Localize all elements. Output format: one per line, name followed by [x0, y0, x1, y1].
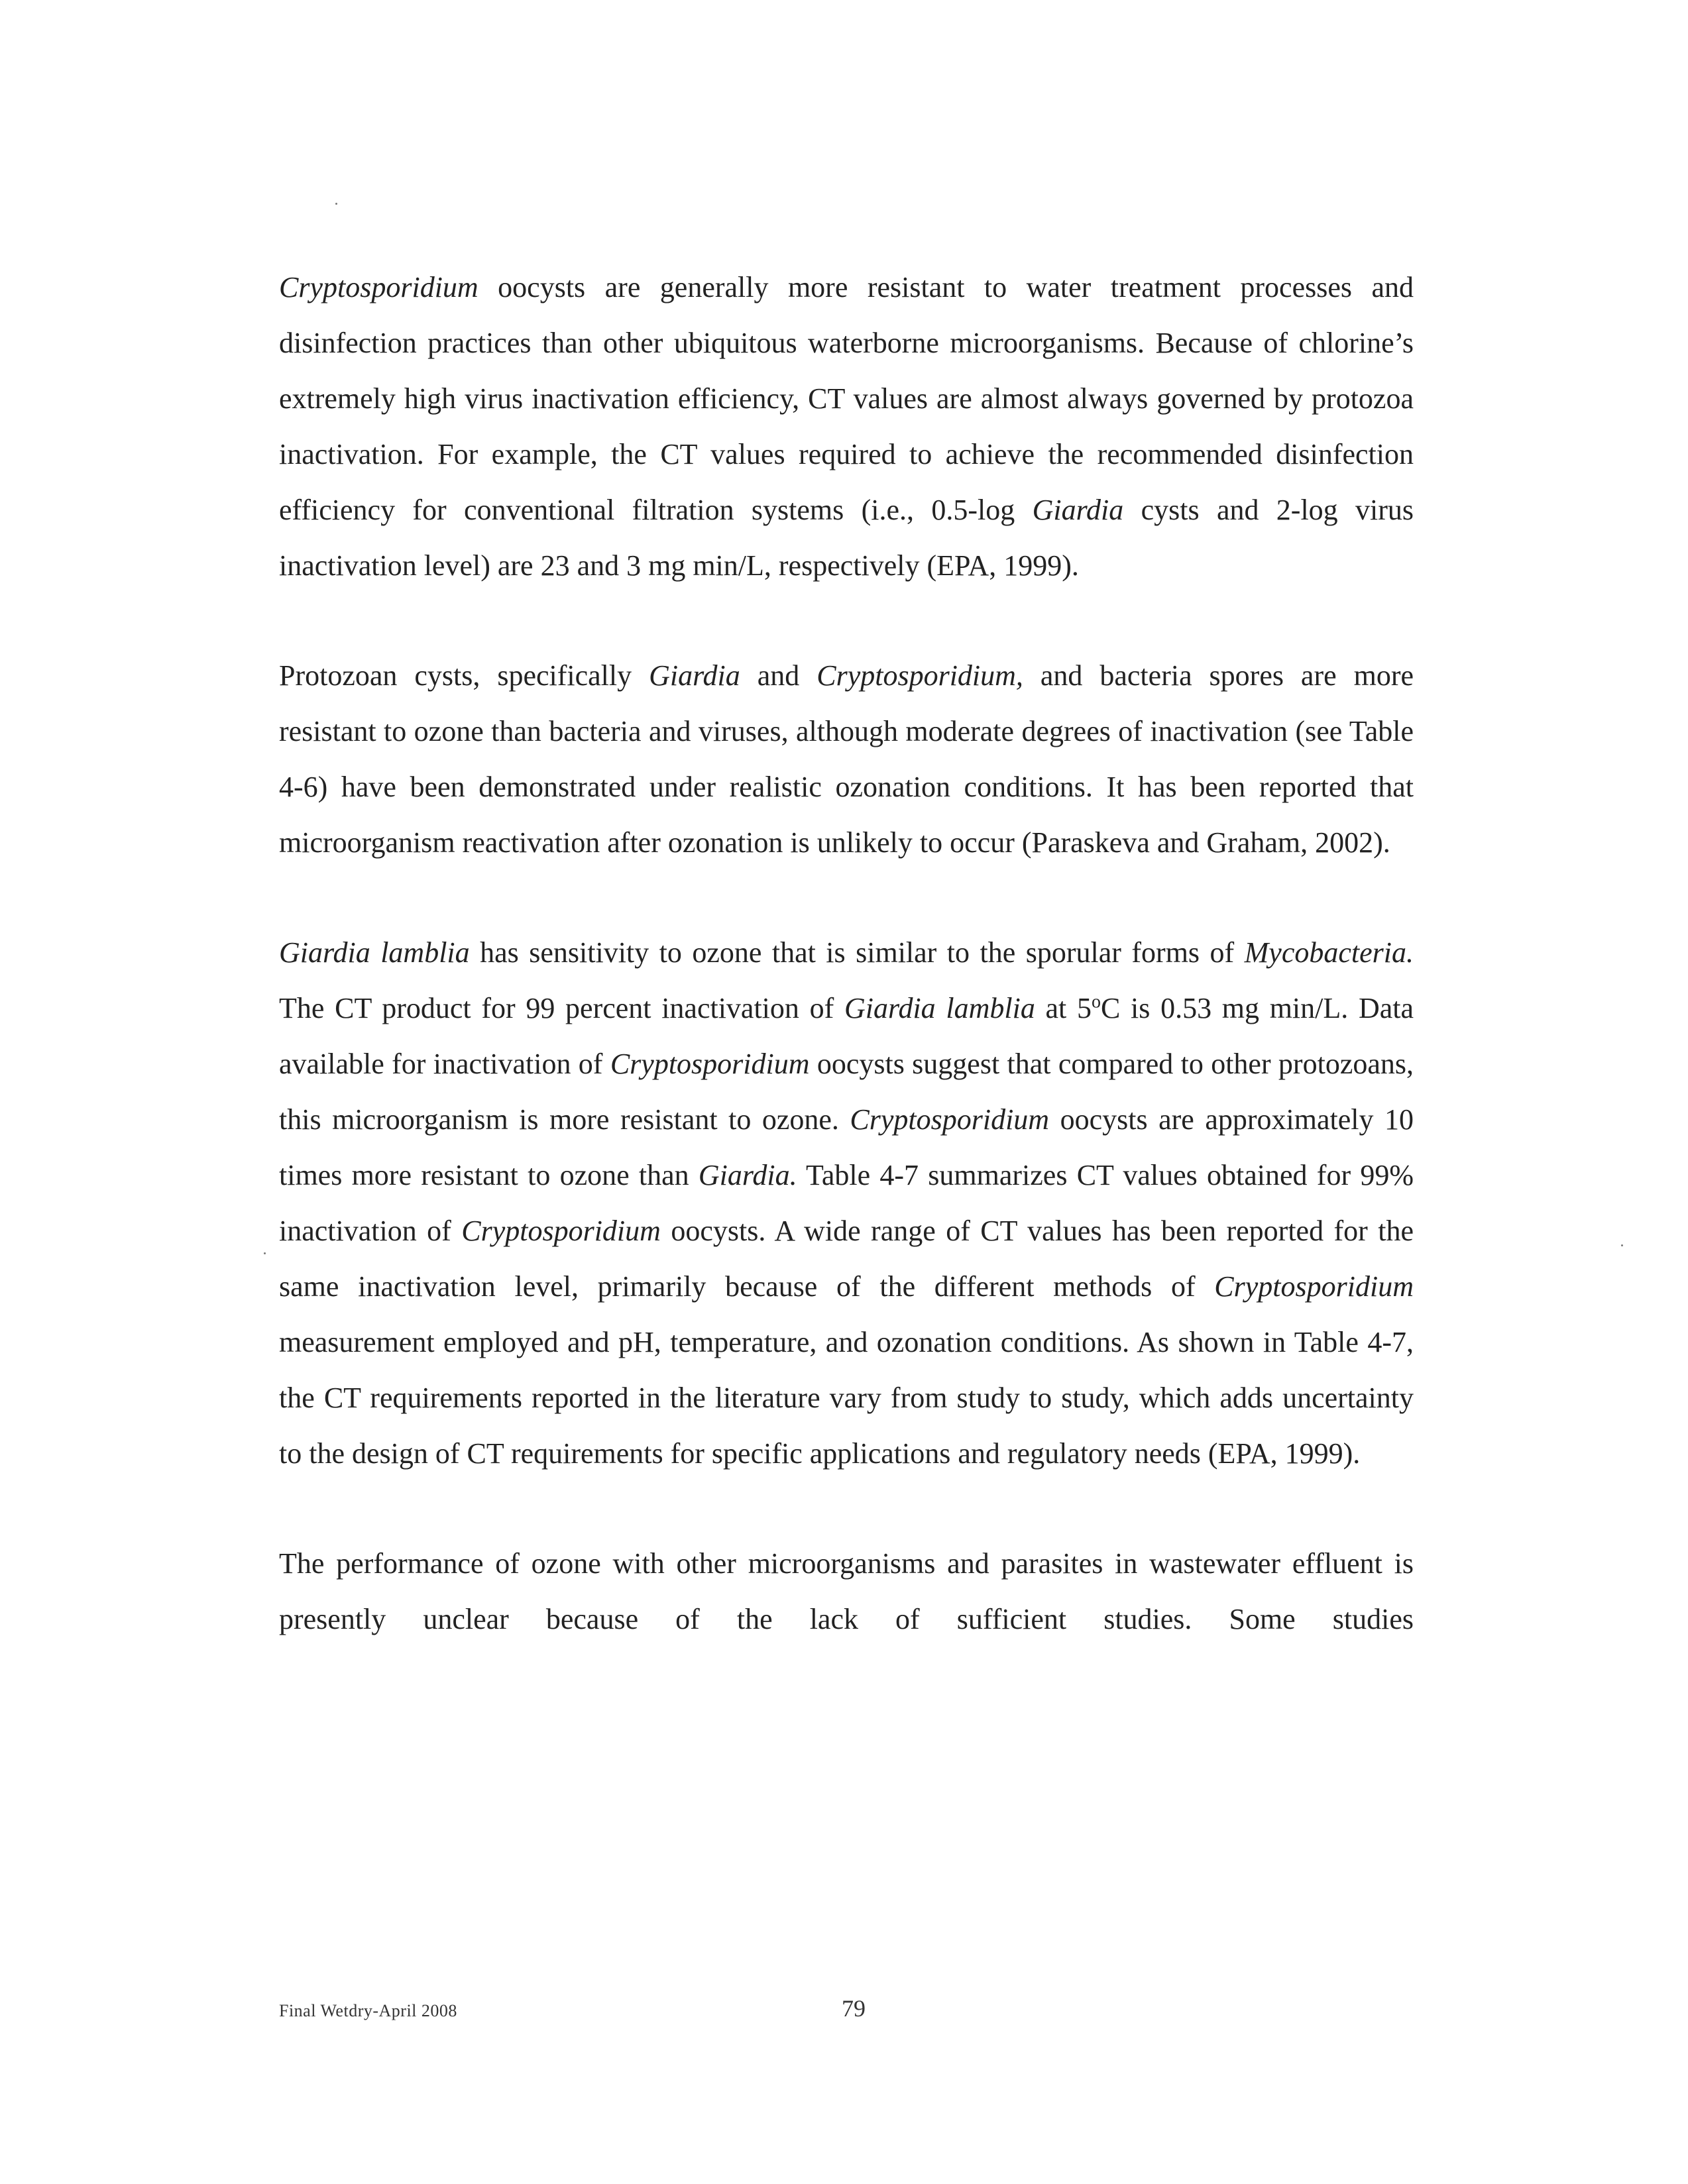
body-text — [279, 260, 1414, 1647]
paragraph — [279, 648, 1414, 871]
paragraph — [279, 260, 1414, 594]
text-run: oocysts are approximately 10 times more resistant to ozone than — [279, 1103, 1414, 1191]
text-run: C is 0.53 mg min/L. Data available for inactivation of — [279, 992, 1414, 1080]
italic-text-run: Cryptosporidium, — [816, 659, 1023, 692]
text-run: measurement employed and pH, temperature, and ozonation conditions. As shown in Table 4-7, the CT requirements reported in the literature vary from study to study, which adds uncertainty to the design of CT requirements for specific applications and regulatory needs (EPA, 1999). — [279, 1326, 1414, 1470]
paragraph — [279, 925, 1414, 1482]
italic-text-run: Cryptosporidium — [279, 271, 478, 303]
italic-text-run: Cryptosporidium — [461, 1215, 661, 1247]
italic-text-run: Giardia — [1032, 494, 1124, 526]
scan-speck — [335, 203, 337, 205]
text-run: oocysts. A wide range of CT values has been reported for the same inactivation level, primarily because of the different methods of — [279, 1215, 1414, 1303]
text-run: and — [740, 659, 817, 692]
italic-text-run: Cryptosporidium — [610, 1048, 810, 1080]
italic-text-run: Cryptosporidium — [1214, 1270, 1414, 1303]
text-run: The CT product for 99 percent inactivation of — [279, 992, 844, 1024]
text-run: at 5 — [1035, 992, 1092, 1024]
paragraph — [279, 1536, 1414, 1647]
italic-text-run: Giardia. — [698, 1159, 797, 1191]
text-run: The performance of ozone with other microorganisms and parasites in wastewater effluent is presently unclear because of the lack of sufficient studies. Some studies — [279, 1547, 1414, 1635]
text-run: oocysts suggest that compared to other protozoans, this microorganism is more resistant to ozone. — [279, 1048, 1414, 1136]
italic-text-run: Giardia lamblia — [844, 992, 1035, 1024]
text-run: has sensitivity to ozone that is similar to the sporular forms of — [469, 936, 1245, 969]
italic-text-run: Cryptosporidium — [850, 1103, 1050, 1136]
text-run: Protozoan cysts, specifically — [279, 659, 649, 692]
italic-text-run: Mycobacteria. — [1244, 936, 1414, 969]
scan-speck — [1621, 1244, 1623, 1246]
footer-document-label: Final Wetdry-April 2008 — [279, 2001, 457, 2020]
superscript-text: o — [1091, 991, 1101, 1012]
page-number: 79 — [842, 1995, 866, 2022]
text-run: Table 4-7 summarizes CT values obtained for 99% inactivation of — [279, 1159, 1414, 1247]
italic-text-run: Giardia — [649, 659, 740, 692]
text-run: oocysts are generally more resistant to water treatment processes and disinfection practices than other ubiquitous waterborne microorganisms. Because of chlorine’s extremely high virus inactivation efficiency, CT values are almost always governed by protozoa inactivation. For example, the CT values required to achieve the recommended disinfection efficiency for conventional filtration systems (i.e., 0.5-log — [279, 271, 1414, 526]
text-run: cysts and 2-log virus inactivation level) are 23 and 3 mg min/L, respectively (EPA, 1999). — [279, 494, 1414, 582]
scan-speck — [264, 1252, 266, 1254]
italic-text-run: Giardia lamblia — [279, 936, 470, 969]
text-run: and bacteria spores are more resistant to ozone than bacteria and viruses, although moderate degrees of inactivation (see Table 4-6) have been demonstrated under realistic ozonation conditions. It has been reported that microorganism reactivation after ozonation is unlikely to occur (Paraskeva and Graham, 2002). — [279, 659, 1414, 859]
